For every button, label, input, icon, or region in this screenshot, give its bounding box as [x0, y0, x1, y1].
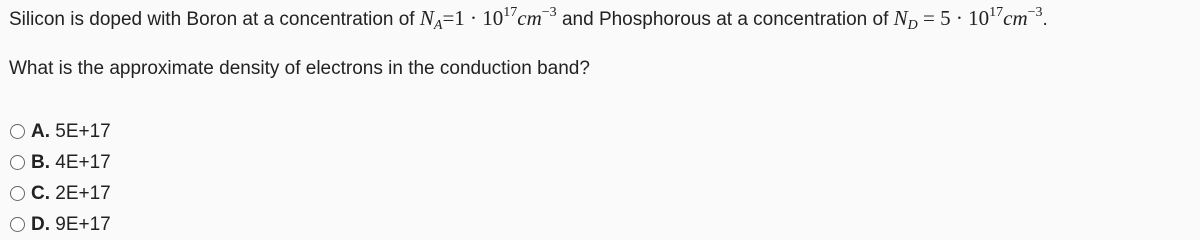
radio-button[interactable] — [10, 186, 25, 201]
question-text-part-1: Silicon is doped with Boron at a concentration of — [9, 9, 420, 30]
question-text-part-2: and Phosphorous at a concentration of — [556, 9, 894, 30]
option-a[interactable] — [10, 116, 111, 147]
question-prompt: What is the approximate density of electrons in the conduction band? — [9, 58, 590, 79]
radio-button[interactable] — [10, 217, 25, 232]
option-c[interactable] — [10, 178, 111, 209]
option-value: 2E+17 — [55, 182, 111, 204]
donor-concentration-formula: ND = $5 \cdot 10^{17}cm^{-3}$ — [893, 5, 1043, 33]
question-statement — [9, 7, 1048, 33]
option-b[interactable] — [10, 147, 111, 178]
question-text-part-3: . — [1042, 9, 1048, 30]
acceptor-concentration-formula: $NA=1 \cdot 10^{17}cm^{-3}$ — [419, 5, 557, 33]
option-d[interactable] — [10, 209, 111, 240]
option-letter: B. — [31, 151, 50, 173]
option-letter: A. — [31, 120, 50, 142]
option-value: 5E+17 — [55, 120, 111, 142]
radio-button[interactable] — [10, 124, 25, 139]
option-letter: D. — [31, 213, 50, 235]
answer-options — [10, 116, 111, 240]
option-value: 9E+17 — [55, 213, 111, 235]
option-letter: C. — [31, 182, 50, 204]
radio-button[interactable] — [10, 155, 25, 170]
option-value: 4E+17 — [55, 151, 111, 173]
